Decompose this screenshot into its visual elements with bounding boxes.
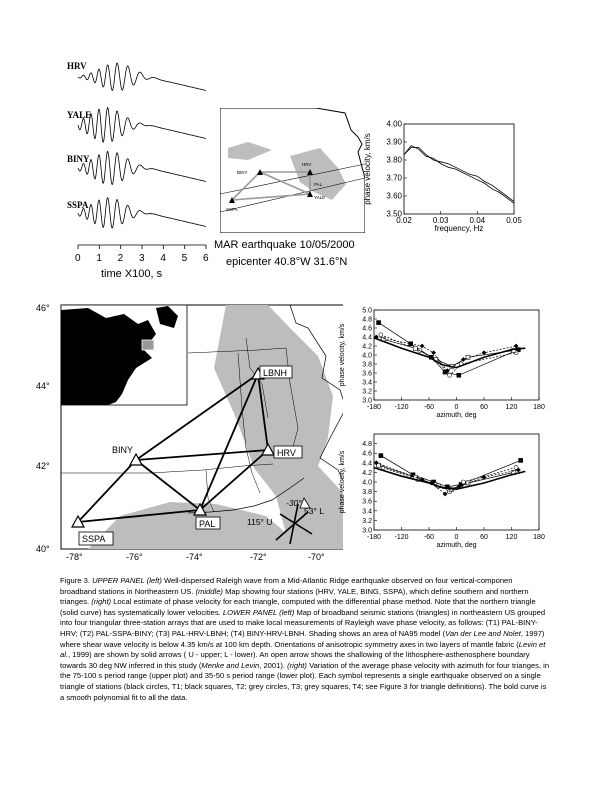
y-tick-label: 4.4 — [362, 460, 372, 468]
y-tick-label: 4.8 — [362, 441, 372, 449]
lon-tick: -72° — [250, 552, 267, 560]
anisotropy-angle-upper: -30° — [286, 498, 302, 508]
earthquake-caption-line2: epicenter 40.8°W 31.6°N — [226, 256, 348, 268]
data-point — [461, 357, 466, 362]
y-axis-label: phase velocity, km/s — [339, 323, 346, 387]
lat-tick: 40° — [36, 544, 50, 554]
polynomial-fit-curve — [374, 338, 525, 368]
y-tick-label: 4.0 — [362, 479, 372, 487]
x-tick-label: 120 — [505, 534, 518, 541]
time-tick-label: 6 — [203, 253, 209, 264]
inset-label-yale: YALE — [314, 195, 326, 200]
y-tick-label: 3.2 — [362, 517, 372, 525]
waveform-trace-sspa — [78, 198, 206, 228]
time-tick-label: 3 — [139, 253, 145, 264]
y-tick-label: 4.4 — [362, 334, 372, 342]
x-tick-label: 120 — [505, 404, 518, 411]
inset-station-map — [220, 108, 365, 233]
x-tick-label: -120 — [394, 534, 409, 541]
caption-text: Well-dispersed Raleigh wave from a Mid-Atlantic Ridge earthquake observed on four vertical-componen broadband stations in Northeastern US. — [60, 576, 513, 596]
station-triangle-map — [28, 298, 343, 560]
series-line-1 — [381, 456, 521, 487]
y-tick-label: 3.70 — [386, 173, 402, 183]
caption-citation: Levin et al. — [60, 639, 546, 660]
y-tick-label: 3.0 — [362, 397, 372, 405]
map-label-sspa: SSPA — [82, 534, 106, 544]
station-label-sspa: SSPA — [67, 200, 89, 210]
azimuth-chart-upper — [334, 304, 552, 424]
data-point — [379, 333, 383, 337]
caption-citation: Van der Lee and Nolet — [445, 628, 521, 638]
y-tick-label: 3.4 — [362, 379, 372, 387]
y-tick-label: 4.0 — [362, 352, 372, 360]
data-point — [379, 454, 383, 458]
x-tick-label: -60 — [423, 534, 435, 541]
y-tick-label: 3.50 — [386, 209, 402, 219]
caption-italic: LOWER PANEL (left) — [222, 607, 295, 617]
lon-tick: -76° — [126, 552, 143, 560]
earthquake-caption-line1: MAR earthquake 10/05/2000 — [214, 239, 355, 251]
x-tick-label: 0.02 — [396, 216, 412, 225]
azimuth-chart-lower — [334, 428, 552, 554]
time-tick-label: 1 — [96, 253, 102, 264]
y-tick-label: 5.0 — [362, 307, 372, 315]
data-point — [457, 373, 461, 377]
x-axis-label: azimuth, deg — [436, 412, 477, 419]
x-tick-label: 60 — [480, 534, 488, 541]
x-axis-label: frequency, Hz — [434, 224, 484, 233]
caption-italic: (right) — [287, 660, 307, 670]
x-tick-label: 180 — [533, 404, 545, 411]
seismograms — [60, 55, 220, 285]
y-tick-label: 3.4 — [362, 508, 372, 516]
inset-label-sspa: SSPA — [226, 207, 238, 212]
figure-caption — [60, 576, 550, 703]
caption-text: Local estimate of phase velocity for each triangle, computed with the differential phase method. Note that the northern triangle (solid curve) has systematically lower velocities. — [60, 597, 536, 617]
caption-text: , 1999) are shown by solid arrows ( U - upper; L - lower). An open arrow shows the shallowing of the lithosphere-asthenosphere boundary towards 30 deg NW inferred in this study ( — [60, 650, 530, 670]
waveform-trace-biny — [78, 151, 206, 184]
station-label-hrv: HRV — [67, 61, 87, 71]
inset-label-pal: PAL — [314, 182, 323, 187]
y-tick-label: 4.2 — [362, 343, 372, 351]
y-tick-label: 4.6 — [362, 325, 372, 333]
station-label-yale: YALE — [67, 110, 92, 120]
inset-label-hrv: HRV — [302, 162, 312, 167]
y-tick-label: 3.90 — [386, 137, 402, 147]
time-tick-label: 4 — [160, 253, 166, 264]
data-point — [420, 344, 425, 349]
frequency-velocity-chart — [362, 118, 522, 236]
y-tick-label: 3.8 — [362, 361, 372, 369]
series-line-1 — [379, 323, 519, 376]
x-axis-label: azimuth, deg — [436, 542, 477, 549]
y-tick-label: 3.0 — [362, 527, 372, 535]
plot-frame — [374, 310, 539, 400]
series-line-3 — [383, 339, 514, 366]
data-point — [448, 373, 452, 377]
y-tick-label: 3.6 — [362, 498, 372, 506]
x-tick-label: 0 — [454, 534, 459, 541]
anisotropy-label-upper: 115° U — [247, 517, 273, 527]
lon-tick: -78° — [66, 552, 83, 560]
data-point — [431, 350, 436, 355]
lat-tick: 42° — [36, 461, 50, 471]
waveform-trace-yale — [78, 108, 206, 143]
y-tick-label: 3.2 — [362, 388, 372, 396]
lat-tick: 44° — [36, 381, 50, 391]
caption-italic: (right) — [91, 597, 112, 607]
x-tick-label: 0.03 — [432, 216, 449, 225]
time-tick-label: 0 — [75, 253, 81, 264]
station-label-biny: BINY — [67, 154, 90, 164]
y-tick-label: 4.2 — [362, 469, 372, 477]
y-tick-label: 3.8 — [362, 489, 372, 497]
y-tick-label: 4.6 — [362, 450, 372, 458]
lat-tick: 46° — [36, 303, 50, 313]
x-tick-label: 0.05 — [506, 216, 522, 225]
y-tick-label: 3.60 — [386, 191, 402, 201]
x-tick-label: -120 — [394, 404, 409, 411]
map-label-lbnh: LBNH — [263, 368, 288, 378]
y-tick-label: 3.6 — [362, 370, 372, 378]
lon-tick: -74° — [186, 552, 203, 560]
map-label-hrv: HRV — [277, 448, 296, 458]
series-line-1 — [404, 147, 514, 201]
y-tick-label: 4.8 — [362, 316, 372, 324]
data-point — [519, 458, 523, 462]
waveform-trace-hrv — [78, 63, 206, 90]
time-tick-label: 5 — [181, 253, 188, 264]
time-axis-label: time X100, s — [101, 268, 163, 280]
x-tick-label: 180 — [533, 534, 545, 541]
time-tick-label: 2 — [117, 253, 124, 264]
data-point — [413, 346, 417, 350]
caption-italic: UPPER PANEL (left) — [92, 576, 162, 585]
series-line-2 — [381, 335, 516, 376]
study-area-box — [142, 340, 154, 350]
caption-italic: (middle) — [195, 586, 223, 596]
caption-text: , 2001). — [259, 660, 288, 670]
x-tick-label: 0.04 — [469, 216, 486, 225]
caption-figure-number: Figure 3. — [60, 576, 90, 585]
y-axis-label: phase velocity, km/s — [363, 133, 372, 205]
data-point — [377, 321, 381, 325]
data-point — [461, 480, 465, 484]
caption-text: Map showing four stations (HRV, YALE, BING, SSPA), which define southern and northern trianges. — [60, 586, 529, 607]
inset-label-biny: BINY — [237, 170, 248, 175]
map-label-pal: PAL — [199, 519, 216, 529]
x-tick-label: -60 — [423, 404, 435, 411]
series-line-2 — [404, 146, 514, 204]
y-tick-label: 3.80 — [386, 155, 402, 165]
x-tick-label: -180 — [366, 404, 382, 411]
caption-text: Map of broadband seismic stations (triangles) in northeastern US grouped into four triangular three-station arrays that are used to make local measurements of Rayleigh wave phase velocity, as follows: (T1) PAL-BINY-HRV; (T2) PAL-SSPA-BINY; (T3) PAL-HRV-LBNH; (T4) BINY-HRV-LBNH. Shading shows an area of NA95 model ( — [60, 607, 546, 638]
map-label-biny: BINY — [112, 445, 134, 455]
anisotropy-label-lower: 53° L — [304, 506, 324, 516]
plot-frame — [374, 434, 539, 530]
caption-text: Variation of the average phase velocity with azimuth for four trianges, in the 75-100 s period range (upper plot) and 35-50 s period range (lower plot). Each symbol represents a single earthquake observed on a single triangle of stations (black circles, T1; black squares, T2; grey circles, T3; grey squares, T4; see Figure 3 for triangle definitions). The bold curve is a smooth polynomial fit to all the data. — [60, 660, 550, 702]
x-tick-label: 60 — [480, 404, 488, 411]
caption-citation: Menke and Levin — [201, 660, 260, 670]
lon-tick: -70° — [308, 552, 325, 560]
y-tick-label: 4.00 — [386, 119, 402, 129]
caption-text: , 1997) where shear wave velocity is below 4.35 km/s at 100 km depth. Orientations of anisotropic symmetry axes in two layers of mantle fabric ( — [60, 628, 545, 649]
y-axis-label: phase velocity, km/s — [339, 450, 346, 514]
x-tick-label: 0 — [454, 404, 459, 411]
x-tick-label: -180 — [366, 534, 382, 541]
